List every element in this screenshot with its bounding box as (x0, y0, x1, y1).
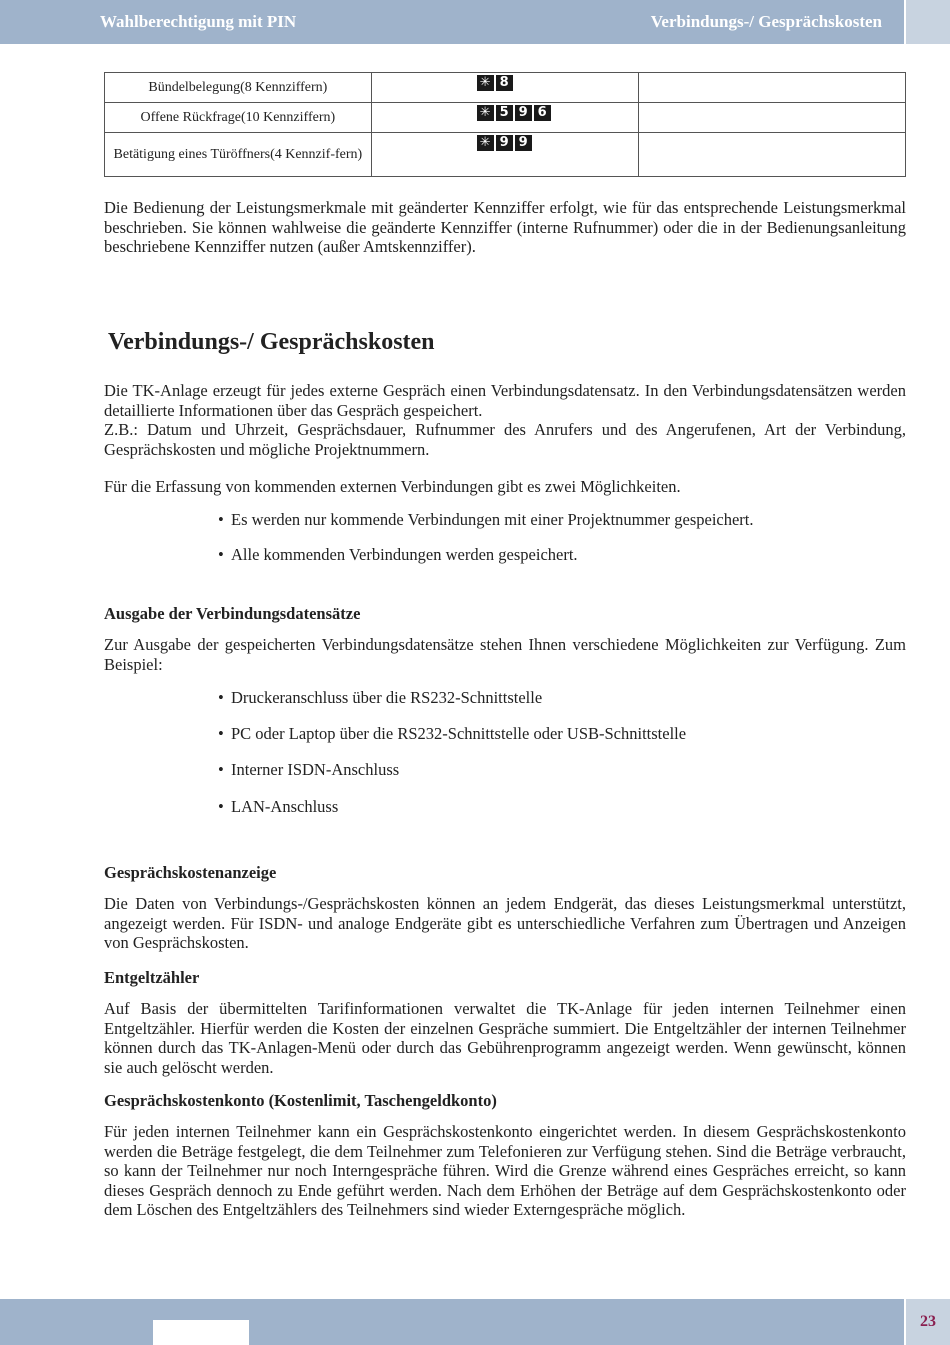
bullet-icon: • (218, 797, 224, 816)
footer-bar (0, 1299, 904, 1345)
header-left-title: Wahlberechtigung mit PIN (100, 12, 297, 31)
digit-key: 6 (534, 105, 551, 121)
footer-white-block (153, 1320, 249, 1345)
section-title: Verbindungs-/ Gesprächskosten (108, 329, 435, 355)
list-item: • PC oder Laptop über die RS232-Schnittstelle oder USB-Schnittstelle (218, 724, 687, 743)
page-number: 23 (920, 1313, 936, 1330)
list-item: • LAN-Anschluss (218, 797, 339, 816)
list-item: • Alle kommenden Verbindungen werden gespeichert. (218, 545, 578, 564)
header-corner-block (906, 0, 950, 44)
bullet-icon: • (218, 545, 224, 564)
table-cell-empty (638, 73, 905, 103)
star-key-icon: ✳ (477, 105, 494, 121)
digit-key: 9 (515, 105, 532, 121)
table-cell-label: Betätigung eines Türöffners(4 Kennzif-fern) (105, 133, 372, 177)
table-cell-label: Offene Rückfrage(10 Kennziffern) (105, 103, 372, 133)
konto-paragraph: Für jeden internen Teilnehmer kann ein Gesprächskostenkonto eingerichtet werden. In diesem Gesprächskostenkonto werden die Beträge festgelegt, die dem Teilnehmer zum Telefonieren zur Verfügung stehen. Sind die Beträge verbraucht, so kann der Teilnehmer nur noch Interngespräche führen. Wird die Grenze während eines Gespräches erreicht, so kann dieses Gespräch dennoch zu Ende geführt werden. Nach dem Erhöhen der Beträge auf dem Gesprächskostenkonto oder dem Löschen des Entgeltzählers des Teilnehmers sind wieder Externgespräche möglich. (104, 1122, 906, 1219)
header-right-title: Verbindungs-/ Gesprächskosten (650, 12, 882, 31)
code-table (104, 72, 906, 177)
table-cell-empty (638, 103, 905, 133)
star-key-icon: ✳ (477, 135, 494, 151)
table-cell-keys (371, 133, 638, 177)
section-paragraph: Die TK-Anlage erzeugt für jedes externe Gespräch einen Verbindungsdatensatz. In den Verbindungsdatensätzen werden detaillierte Informationen über das Gespräch gespeichert. (104, 381, 906, 420)
digit-key: 9 (496, 135, 513, 151)
konto-heading: Gesprächskostenkonto (Kostenlimit, Taschengeldkonto) (104, 1091, 497, 1110)
table-cell-keys (371, 73, 638, 103)
list-item: • Es werden nur kommende Verbindungen mit einer Projektnummer gespeichert. (218, 510, 754, 529)
digit-key: 5 (496, 105, 513, 121)
anzeige-paragraph: Die Daten von Verbindungs-/Gesprächskosten können an jedem Endgerät, das dieses Leistungsmerkmal unterstützt, angezeigt werden. Für ISDN- und analoge Endgeräte gibt es unterschiedliche Verfahren zum Übertragen und Anzeigen von Gesprächskosten. (104, 894, 906, 952)
table-row (105, 73, 906, 103)
section-paragraph: Für die Erfassung von kommenden externen Verbindungen gibt es zwei Möglichkeiten. (104, 477, 681, 496)
intro-paragraph: Die Bedienung der Leistungsmerkmale mit geänderter Kennziffer erfolgt, wie für das entsprechende Leistungsmerkmal beschrieben. Sie können wahlweise die geänderte Kennziffer (interne Rufnummer) oder die in der Bedienungsanleitung beschriebene Kennziffer nutzen (außer Amtskennziffer). (104, 198, 906, 256)
bullet-icon: • (218, 510, 224, 529)
ausgabe-paragraph: Zur Ausgabe der gespeicherten Verbindungsdatensätze stehen Ihnen verschiedene Möglichkeiten zur Verfügung. Zum Beispiel: (104, 635, 906, 674)
zaehler-paragraph: Auf Basis der übermittelten Tarifinformationen verwaltet die TK-Anlage für jeden internen Teilnehmer einen Entgeltzähler. Hierfür werden die Kosten der einzelnen Gespräche summiert. Die Entgeltzähler der internen Teilnehmer können durch das TK-Anlagen-Menü oder durch das Gebührenprogramm angezeigt werden. Wenn gewünscht, können sie auch gelöscht werden. (104, 999, 906, 1077)
ausgabe-heading: Ausgabe der Verbindungsdatensätze (104, 604, 361, 623)
star-key-icon: ✳ (477, 75, 494, 91)
table-cell-keys (371, 103, 638, 133)
table-cell-label: Bündelbelegung(8 Kennziffern) (105, 73, 372, 103)
section-paragraph: Z.B.: Datum und Uhrzeit, Gesprächsdauer, Rufnummer des Anrufers und des Angerufenen, Art der Verbindung, Gesprächskosten und mögliche Projektnummern. (104, 420, 906, 459)
table-row (105, 103, 906, 133)
zaehler-heading: Entgeltzähler (104, 968, 200, 987)
bullet-icon: • (218, 760, 224, 779)
anzeige-heading: Gesprächskostenanzeige (104, 863, 277, 882)
digit-key: 9 (515, 135, 532, 151)
bullet-icon: • (218, 724, 224, 743)
list-item: • Druckeranschluss über die RS232-Schnittstelle (218, 688, 543, 707)
list-item: • Interner ISDN-Anschluss (218, 760, 400, 779)
table-cell-empty (638, 133, 905, 177)
digit-key: 8 (496, 75, 513, 91)
bullet-icon: • (218, 688, 224, 707)
table-row (105, 133, 906, 177)
